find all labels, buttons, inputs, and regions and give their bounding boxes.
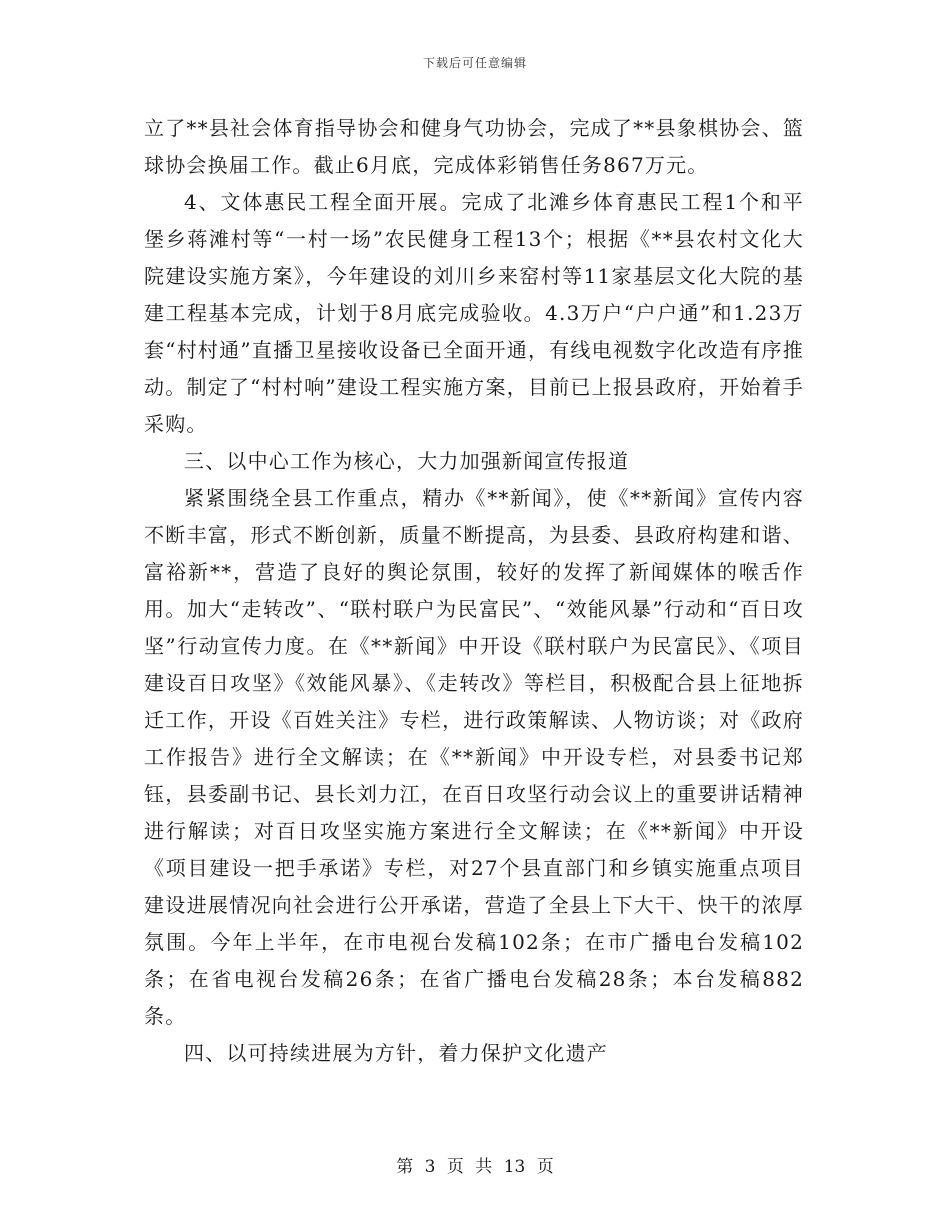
- document-body: [144, 110, 804, 1072]
- paragraph-sports-projects: 4、文体惠民工程全面开展。完成了北滩乡体育惠民工程1个和平堡乡蒋滩村等“一村一场”农民健身工程13个；根据《**县农村文化大院建设实施方案》，今年建设的刘川乡来窑村等11家基层文化大院的基建工程基本完成，计划于8月底完成验收。4.3万户“户户通”和1.23万套“村村通”直播卫星接收设备已全面开通，有线电视数字化改造有序推动。制定了“村村响”建设工程实施方案，目前已上报县政府，开始着手采购。: [144, 190, 804, 436]
- paragraph-news-coverage: 紧紧围绕全县工作重点，精办《**新闻》，使《**新闻》宣传内容不断丰富，形式不断创新，质量不断提高，为县委、县政府构建和谐、富裕新**，营造了良好的舆论氛围，较好的发挥了新闻媒体的喉舌作用。加大“走转改”、“联村联户为民富民”、“效能风暴”行动和“百日攻坚”行动宣传力度。在《**新闻》中开设《联村联户为民富民》、《项目建设百日攻坚》《效能风暴》、《走转改》等栏目，积极配合县上征地拆迁工作，开设《百姓关注》专栏，进行政策解读、人物访谈；对《政府工作报告》进行全文解读；在《**新闻》中开设专栏，对县委书记郑钰，县委副书记、县长刘力江，在百日攻坚行动会议上的重要讲话精神进行解读；对百日攻坚实施方案进行全文解读；在《**新闻》中开设《项目建设一把手承诺》专栏，对27个县直部门和乡镇实施重点项目建设进展情况向社会进行公开承诺，营造了全县上下大干、快干的浓厚氛围。今年上半年，在市电视台发稿102条；在市广播电台发稿102条；在省电视台发稿26条；在省广播电台发稿28条；本台发稿882条。: [144, 486, 804, 1028]
- section-heading-heritage: 四、以可持续进展为方针，着力保护文化遗产: [184, 1041, 608, 1065]
- section-heading-news: 三、以中心工作为核心，大力加强新闻宣传报道: [184, 449, 630, 473]
- paragraph-continuation: 立了**县社会体育指导协会和健身气功协会，完成了**县象棋协会、篮球协会换届工作。截止6月底，完成体彩销售任务867万元。: [144, 116, 804, 177]
- page-header: 下载后可任意编辑: [422, 56, 527, 70]
- page-footer: 第 3 页 共 13 页: [396, 1157, 554, 1177]
